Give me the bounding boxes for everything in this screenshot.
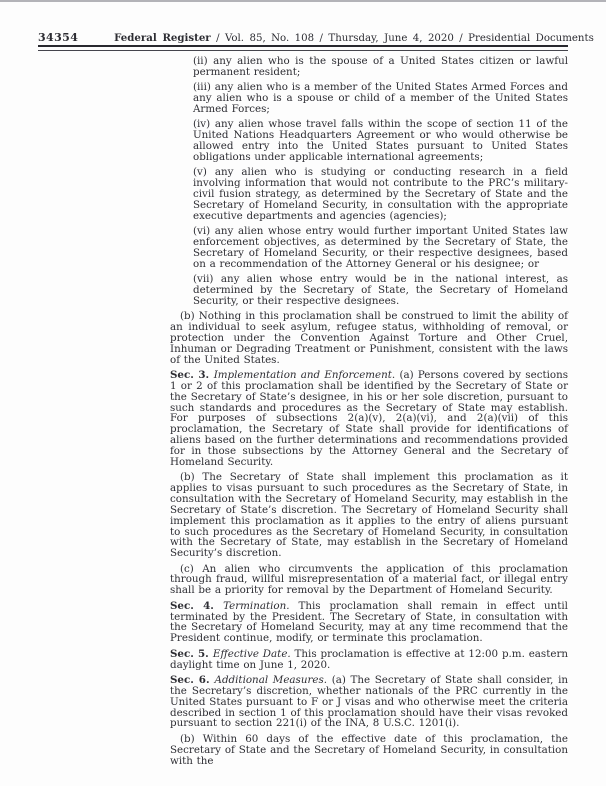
body-paragraph: (ii) any alien who is the spouse of a United States citizen or lawful permanent resident; — [193, 55, 568, 78]
section-paragraph: Sec. 3. Implementation and Enforcement. (a) Persons covered by sections 1 or 2 of this proclamation shall be identified by the Secretary of State or the Secretary of State’s designee, in his or her sole discretion, pursuant to such standards and procedures as the Secretary of State may establish. For purposes of subsections 2(a)(v), 2(a)(vi), and 2(a)(vii) of this proclamation, the Secretary of State shall provide for identifications of aliens based on the further determinations and recommendations provided for in those subsections by the Attorney General and the Secretary of Homeland Security. — [170, 369, 569, 468]
section-paragraph: Sec. 4. Termination. This proclamation shall remain in effect until terminated by the President. The Secretary of State, in consultation with the Secretary of Homeland Security, may at any time recommend that the President continue, modify, or terminate this proclamation. — [170, 599, 568, 645]
body-paragraph: (c) An alien who circumvents the application of this proclamation through fraud, willful misrepresentation of a material fact, or illegal entry shall be a priority for removal by the Department of Homeland Security. — [170, 562, 568, 597]
document-body — [170, 56, 568, 771]
header-rule — [38, 45, 568, 51]
section-paragraph: Sec. 6. Additional Measures. (a) The Secretary of State shall consider, in the Secretary’s discretion, whether nationals of the PRC currently in the United States pursuant to F or J visas and who otherwise meet the criteria described in section 1 of this proclamation should have their visas revoked pursuant to section 221(i) of the INA, 8 U.S.C. 1201(i). — [170, 674, 568, 730]
section-label: Sec. 4. — [170, 599, 224, 612]
section-title: Termination. — [223, 599, 299, 612]
section-paragraph: Sec. 5. Effective Date. This proclamation is effective at 12:00 p.m. eastern daylight time on June 1, 2020. — [170, 647, 568, 671]
body-paragraph: (b) Nothing in this proclamation shall be construed to limit the ability of an individual to seek asylum, refugee status, withholding of removal, or protection under the Convention Against Torture and Other Cruel, Inhuman or Degrading Treatment or Punishment, consistent with the laws of the United States. — [170, 310, 568, 366]
body-paragraph: (iv) any alien whose travel falls within the scope of section 11 of the United Nations Headquarters Agreement or who would otherwise be allowed entry into the United States pursuant to United States obligations under applicable international agreements; — [193, 118, 568, 163]
body-paragraph: (iii) any alien who is a member of the United States Armed Forces and any alien who is a spouse or child of a member of the United States Armed Forces; — [193, 81, 568, 115]
page-header — [38, 26, 606, 45]
section-title: Implementation and Enforcement. — [213, 369, 400, 382]
section-title: Additional Measures. — [214, 674, 332, 686]
section-label: Sec. 3. — [170, 369, 214, 382]
body-paragraph: (vii) any alien whose entry would be in the national interest, as determined by the Secretary of State, the Secretary of Homeland Security, or their respective designees. — [193, 273, 568, 307]
body-paragraph: (v) any alien who is studying or conducting research in a field involving information that would not contribute to the PRC’s military-civil fusion strategy, as determined by the Secretary of State and the Secretary of Homeland Security, in consultation with the appropriate executive departments and agencies (agencies); — [193, 166, 568, 222]
section-title: Effective Date. — [212, 647, 295, 660]
section-label: Sec. 5. — [170, 647, 213, 660]
page-top-edge — [0, 0, 606, 2]
section-label: Sec. 6. — [170, 674, 215, 686]
body-paragraph: (vi) any alien whose entry would further important United States law enforcement objectives, as determined by the Secretary of State, the Secretary of Homeland Security, or their respective designees, based on a recommendation of the Attorney General or his designee; or — [193, 225, 568, 270]
body-paragraph: (b) The Secretary of State shall implement this proclamation as it applies to visas pursuant to such procedures as the Secretary of State, in consultation with the Secretary of Homeland Security, may establish in the Secretary of State’s discretion. The Secretary of Homeland Security shall implement this proclamation as it applies to the entry of aliens pursuant to such procedures as the Secretary of Homeland Security, in consultation with the Secretary of State, may establish in the Secretary of Homeland Security’s discretion. — [170, 471, 568, 560]
journal-name: Federal Register — [114, 32, 211, 44]
issue-info: / Vol. 85, No. 108 / Thursday, June 4, 2020 / Presidential Documents — [216, 33, 594, 44]
header-title — [114, 33, 594, 44]
body-paragraph: (b) Within 60 days of the effective date of this proclamation, the Secretary of State and the Secretary of Homeland Security, in consultation with the — [170, 732, 568, 767]
page-number: 34354 — [38, 31, 79, 44]
